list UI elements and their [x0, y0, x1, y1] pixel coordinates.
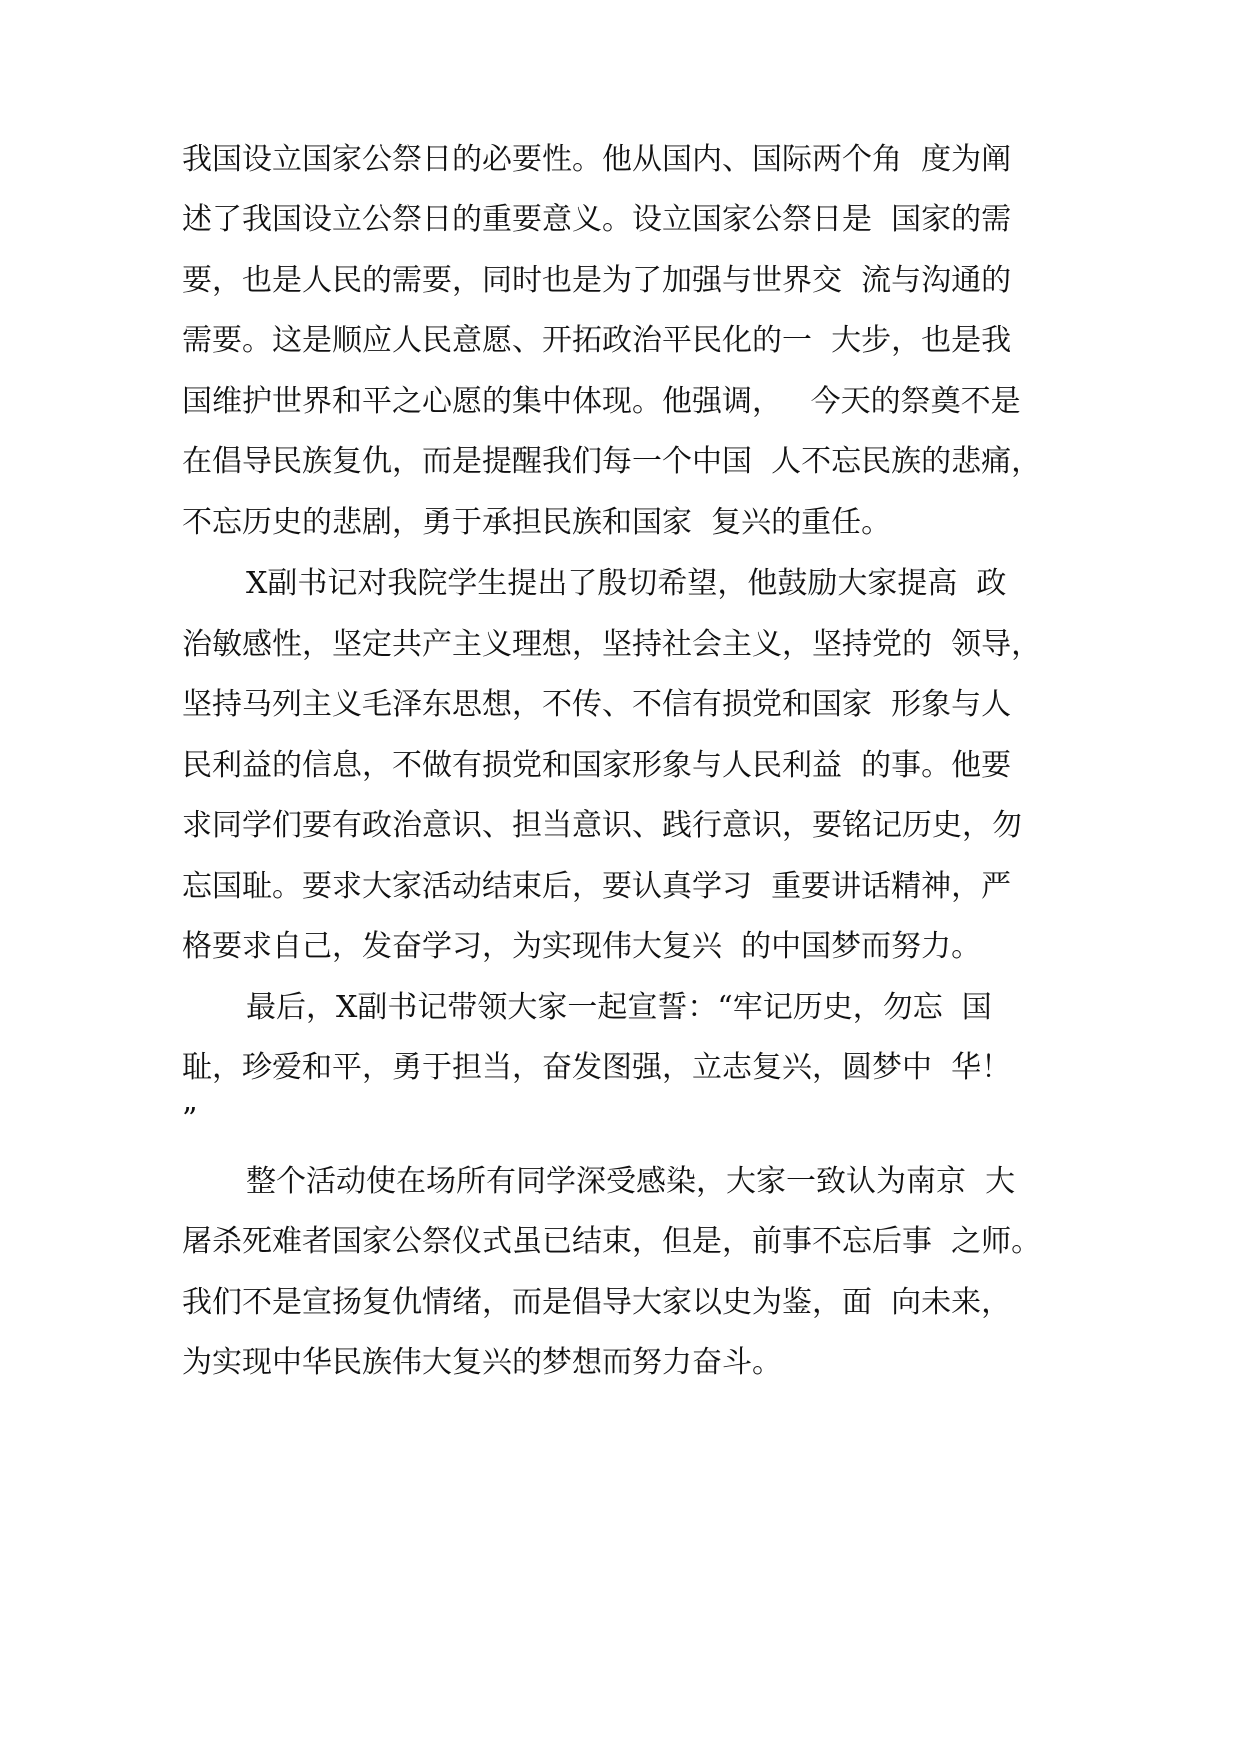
text-line: 国维护世界和平之心愿的集中体现。他强调， 今天的祭奠不是	[182, 384, 1021, 419]
text-line: 求同学们要有政治意识、担当意识、践行意识，要铭记历史，勿	[182, 808, 1022, 843]
text-line: 我们不是宣扬复仇情绪，而是倡导大家以史为鉴，面 向未来，	[182, 1285, 1012, 1320]
text-line: 忘国耻。要求大家活动结束后，要认真学习 重要讲话精神，严	[182, 869, 1012, 904]
text-line: 需要。这是顺应人民意愿、开拓政治平民化的一 大步，也是我	[182, 323, 1012, 358]
paragraph-start-line: 最后，X副书记带领大家一起宣誓：“牢记历史，勿忘 国	[246, 990, 992, 1025]
text-line: 坚持马列主义毛泽东思想，不传、不信有损党和国家 形象与人	[182, 687, 1012, 722]
text-line: 为实现中华民族伟大复兴的梦想而努力奋斗。	[182, 1345, 782, 1380]
text-line: 民利益的信息，不做有损党和国家形象与人民利益 的事。他要	[182, 748, 1012, 783]
text-line: 耻，珍爱和平，勇于担当，奋发图强，立志复兴，圆梦中 华！	[182, 1050, 1012, 1085]
text-line: 屠杀死难者国家公祭仪式虽已结束，但是，前事不忘后事 之师。	[182, 1224, 1042, 1259]
text-line: 格要求自己，发奋学习，为实现伟大复兴 的中国梦而努力。	[182, 929, 982, 964]
text-line: 要，也是人民的需要，同时也是为了加强与世界交 流与沟通的	[182, 263, 1012, 298]
paragraph-start-line: 整个活动使在场所有同学深受感染，大家一致认为南京 大	[246, 1164, 1016, 1199]
text-line: 在倡导民族复仇，而是提醒我们每一个中国 人不忘民族的悲痛，	[182, 444, 1042, 479]
text-line: 我国设立国家公祭日的必要性。他从国内、国际两个角 度为阐	[182, 142, 1012, 177]
text-line: 治敏感性，坚定共产主义理想，坚持社会主义，坚持党的 领导，	[182, 627, 1042, 662]
text-line: ”	[182, 1102, 198, 1137]
text-line: 述了我国设立公祭日的重要意义。设立国家公祭日是 国家的需	[182, 202, 1012, 237]
paragraph-start-line: X副书记对我院学生提出了殷切希望，他鼓励大家提高 政	[246, 566, 1007, 601]
text-line: 不忘历史的悲剧，勇于承担民族和国家 复兴的重任。	[182, 505, 892, 540]
